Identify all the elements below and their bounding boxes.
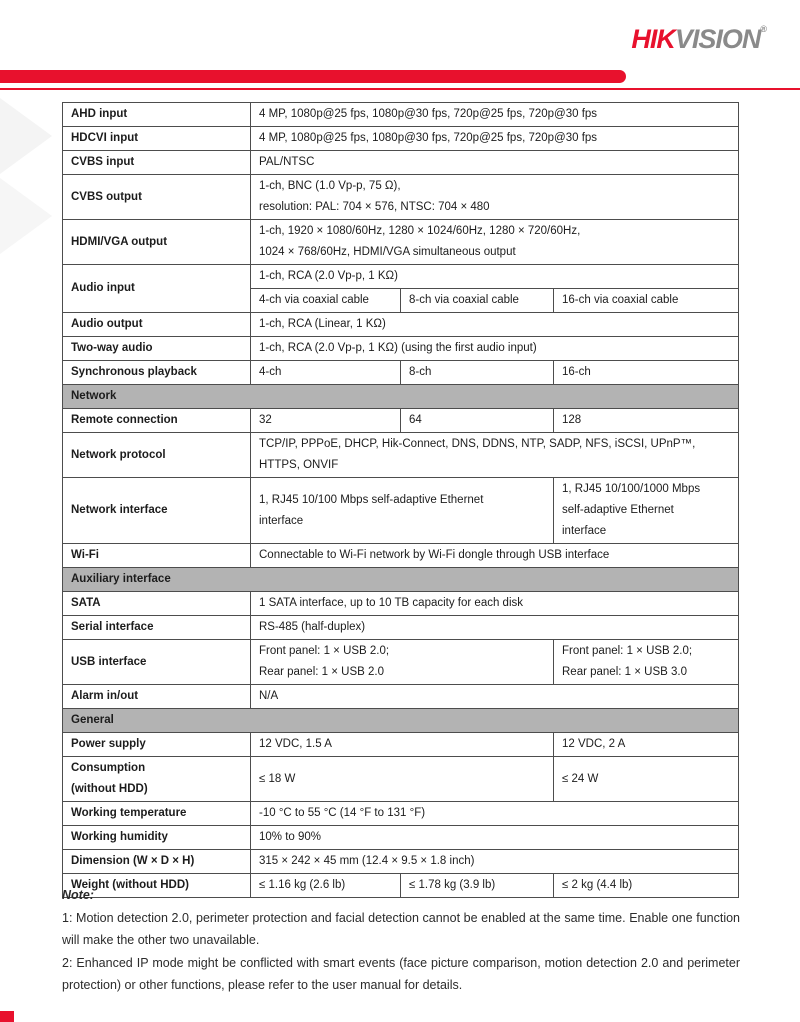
text-line: HTTPS, ONVIF [259,459,339,471]
spec-label [63,733,251,757]
text-line: 16-ch via coaxial cable [562,294,679,306]
spec-label [63,826,251,850]
section-header: Network [63,385,739,409]
spec-value [401,289,554,313]
text-line: ≤ 1.16 kg (2.6 lb) [259,879,346,891]
spec-label [63,103,251,127]
text-line: SATA [71,597,101,609]
spec-value [251,127,739,151]
spec-row [63,151,739,175]
spec-value [251,826,739,850]
text-line: 12 VDC, 2 A [562,738,626,750]
text-line: ≤ 24 W [562,772,599,785]
text-line: Synchronous playback [71,366,197,378]
text-line: Dimension (W × D × H) [71,855,195,867]
text-line: 16-ch [562,366,591,378]
spec-value [554,640,739,685]
text-line: RS-485 (half-duplex) [259,621,366,633]
spec-value [251,478,554,544]
spec-value [251,544,739,568]
text-line: PAL/NTSC [259,156,315,168]
text-line: (without HDD) [71,783,148,795]
spec-row [63,802,739,826]
text-line: Audio input [71,282,135,294]
text-line: AHD input [71,108,128,120]
text-line: Audio output [71,318,143,330]
header-red-bar [0,70,626,83]
text-line: 1-ch, 1920 × 1080/60Hz, 1280 × 1024/60Hz, 1280 × 720/60Hz, [259,225,581,237]
spec-value [251,409,401,433]
spec-row [63,313,739,337]
registered-mark: ® [760,24,766,34]
text-line: 8-ch via coaxial cable [409,294,519,306]
text-line: 32 [259,414,272,426]
text-line: -10 °C to 55 °C (14 °F to 131 °F) [259,807,426,819]
spec-row [63,433,739,478]
section-header: Auxiliary interface [63,568,739,592]
spec-label [63,337,251,361]
spec-row [63,685,739,709]
spec-table [62,102,739,898]
spec-label [63,361,251,385]
spec-label [63,151,251,175]
spec-value [251,337,739,361]
text-line: ≤ 2 kg (4.4 lb) [562,879,633,891]
spec-label [63,127,251,151]
spec-label [63,592,251,616]
text-line: 1-ch, BNC (1.0 Vp-p, 75 Ω), [259,180,401,192]
spec-value [251,685,739,709]
logo-text-red: HIK [631,24,675,54]
watermark-chevron-top [0,98,52,174]
spec-label [63,313,251,337]
text-line: Working temperature [71,807,187,819]
section-row [63,709,739,733]
spec-row [63,409,739,433]
text-line: Power supply [71,738,146,750]
watermark-chevron-bottom [0,178,52,254]
text-line: Network interface [71,504,168,516]
note-title: Note: [62,888,94,902]
text-line: ≤ 1.78 kg (3.9 lb) [409,879,496,891]
spec-value [251,151,739,175]
section-row [63,568,739,592]
hikvision-logo [631,24,766,55]
text-line: Serial interface [71,621,154,633]
spec-value [251,433,739,478]
text-line: ≤ 18 W [259,772,296,785]
spec-label [63,175,251,220]
spec-row [63,478,739,544]
spec-label [63,802,251,826]
spec-label [63,616,251,640]
spec-row [63,337,739,361]
spec-label [63,220,251,265]
spec-row [63,220,739,265]
text-line: USB interface [71,655,147,668]
spec-value [251,103,739,127]
text-line: Connectable to Wi-Fi network by Wi-Fi dongle through USB interface [259,549,610,561]
spec-value [251,850,739,874]
text-line: HDMI/VGA output [71,235,168,248]
spec-label [63,265,251,313]
text-line: HDCVI input [71,132,139,144]
spec-value [554,733,739,757]
spec-row [63,127,739,151]
spec-value [554,409,739,433]
section-header: General [63,709,739,733]
text-line: Rear panel: 1 × USB 3.0 [562,666,687,678]
spec-value [401,409,554,433]
text-line: 1, RJ45 10/100 Mbps self-adaptive Ethernet [259,493,484,506]
spec-value [554,478,739,544]
note-line: 2: Enhanced IP mode might be conflicted with smart events (face picture comparison, motion detection 2.0 and perimeter protection) or other functions, please refer to the user manual for details. [62,955,740,992]
text-line: interface [562,525,607,537]
spec-label [63,850,251,874]
text-line: 4-ch via coaxial cable [259,294,369,306]
spec-row [63,733,739,757]
text-line: 8-ch [409,366,432,378]
spec-value [251,733,554,757]
text-line: 128 [562,414,582,426]
text-line: Consumption [71,762,146,774]
text-line: 64 [409,414,422,426]
spec-row [63,850,739,874]
spec-value [554,361,739,385]
spec-row [63,103,739,127]
text-line: N/A [259,690,279,702]
spec-value [251,220,739,265]
text-line: 10% to 90% [259,831,322,843]
text-line: resolution: PAL: 704 × 576, NTSC: 704 × 480 [259,201,490,213]
text-line: 1-ch, RCA (2.0 Vp-p, 1 KΩ) (using the first audio input) [259,342,537,354]
spec-value [401,361,554,385]
spec-label [63,409,251,433]
spec-row [63,757,739,802]
spec-value [251,289,401,313]
logo-text-gray: VISION [674,24,761,54]
text-line: 1-ch, RCA (2.0 Vp-p, 1 KΩ) [259,270,398,282]
spec-value [251,175,739,220]
text-line: CVBS output [71,190,142,203]
text-line: 1, RJ45 10/100/1000 Mbps [562,483,701,495]
text-line: 4 MP, 1080p@25 fps, 1080p@30 fps, 720p@25 fps, 720p@30 fps [259,108,598,120]
header-red-underline [0,88,800,90]
spec-row [63,826,739,850]
spec-row [63,640,739,685]
corner-red-square [0,1011,14,1022]
spec-value [251,265,739,289]
spec-value [251,802,739,826]
spec-row [63,175,739,220]
text-line: interface [259,514,304,527]
text-line: 1 SATA interface, up to 10 TB capacity for each disk [259,597,524,609]
text-line: Network protocol [71,448,166,461]
spec-row [63,544,739,568]
text-line: Front panel: 1 × USB 2.0; [259,645,390,657]
text-line: TCP/IP, PPPoE, DHCP, Hik-Connect, DNS, DDNS, NTP, SADP, NFS, iSCSI, UPnP™, [259,438,696,450]
text-line: Wi-Fi [71,549,99,561]
text-line: 1024 × 768/60Hz, HDMI/VGA simultaneous output [259,246,516,258]
text-line: 4-ch [259,366,282,378]
note-line: 1: Motion detection 2.0, perimeter protection and facial detection cannot be enabled at the same time. Enable one function will make the other two unavailable. [62,910,740,947]
section-row [63,385,739,409]
spec-label [63,685,251,709]
text-line: 1-ch, RCA (Linear, 1 KΩ) [259,318,386,330]
text-line: Working humidity [71,831,168,843]
spec-row [63,361,739,385]
spec-label [63,433,251,478]
note-body [62,907,740,997]
spec-row [63,592,739,616]
spec-value [251,313,739,337]
spec-value [251,592,739,616]
spec-value [554,289,739,313]
spec-value [251,757,554,802]
spec-value [251,640,554,685]
text-line: Alarm in/out [71,690,139,702]
text-line: Two-way audio [71,342,153,354]
text-line: 4 MP, 1080p@25 fps, 1080p@30 fps, 720p@25 fps, 720p@30 fps [259,132,598,144]
spec-label [63,640,251,685]
spec-label [63,544,251,568]
text-line: Remote connection [71,414,178,426]
text-line: CVBS input [71,156,135,168]
spec-row [63,616,739,640]
spec-label [63,478,251,544]
text-line: Front panel: 1 × USB 2.0; [562,645,693,657]
text-line: 12 VDC, 1.5 A [259,738,332,750]
text-line: Rear panel: 1 × USB 2.0 [259,666,384,678]
text-line: 315 × 242 × 45 mm (12.4 × 9.5 × 1.8 inch) [259,855,475,867]
spec-row [63,265,739,289]
spec-value [251,616,739,640]
note-section [62,884,740,997]
text-line: Weight (without HDD) [71,879,189,891]
spec-value [251,361,401,385]
text-line: self-adaptive Ethernet [562,504,674,516]
spec-value [554,757,739,802]
spec-label [63,757,251,802]
